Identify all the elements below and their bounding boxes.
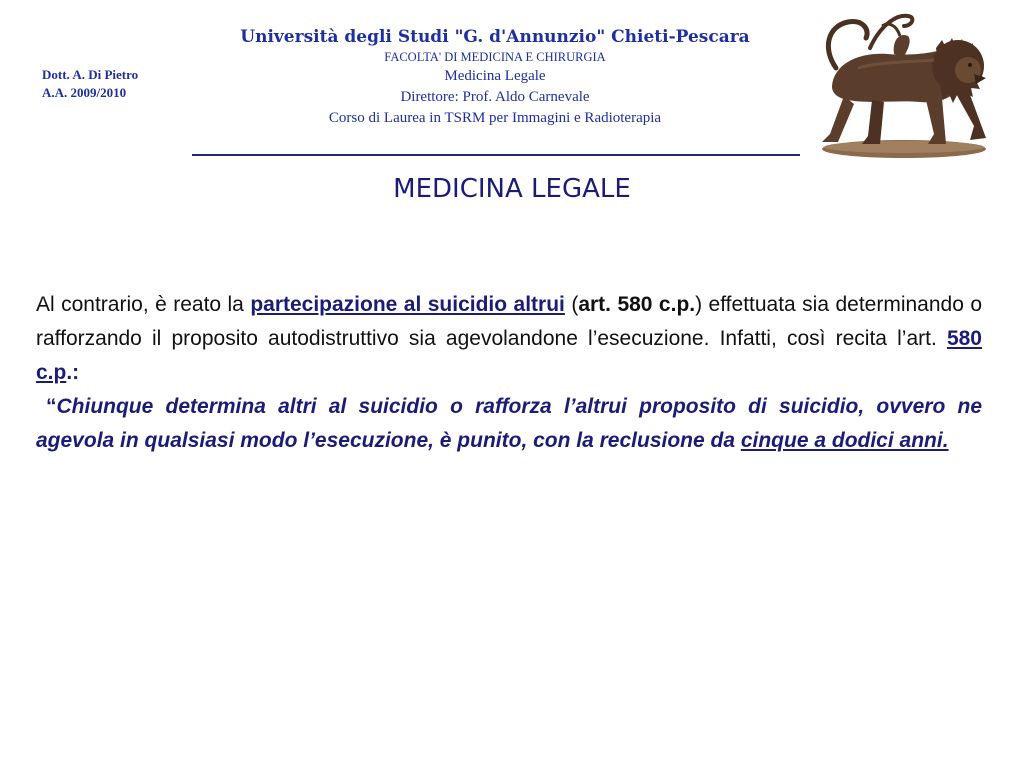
department-name: Medicina Legale [444,68,546,84]
intro-text: Al contrario, è reato la [36,293,251,316]
article-ref-underlined: 580 c.p [36,327,982,384]
academic-year: A.A. 2009/2010 [42,85,127,100]
university-name: Università degli Studi "G. d'Annunzio" Chieti-Pescara [240,27,750,47]
course-name: Corso di Laurea in TSRM per Immagini e Radioterapia [328,110,662,126]
paragraph-continuation: ) effettuata sia determinando o rafforzando il proposito autodistruttivo sia agevolandone l’esecuzione. Infatti, così recita l’art. [36,293,983,350]
slide-title: MEDICINA LEGALE [393,174,631,204]
author-block [42,66,138,102]
article-reference: art. 580 c.p. [578,293,696,316]
quote-open-mark: “ [46,395,57,418]
open-paren: ( [564,293,579,316]
law-quote [36,390,982,458]
highlight-term: partecipazione al suicidio altrui [250,293,565,316]
header-divider [192,154,800,156]
director-name: Direttore: Prof. Aldo Carnevale [400,89,590,105]
penalty-text: cinque a dodici anni. [740,429,949,452]
header [190,26,800,129]
chimera-statue-icon [808,8,990,160]
article-ref-colon: .: [66,361,80,384]
faculty-name: FACOLTA' DI MEDICINA E CHIRURGIA [384,50,606,64]
main-paragraph [36,288,982,390]
quote-text: Chiunque determina altri al suicidio o rafforza l’altrui proposito di suicidio, ovvero ne agevola in qualsiasi modo l’esecuzione, è punito, con la reclusione da [36,395,982,452]
slide-body [36,288,982,458]
author-name: Dott. A. Di Pietro [42,67,139,82]
